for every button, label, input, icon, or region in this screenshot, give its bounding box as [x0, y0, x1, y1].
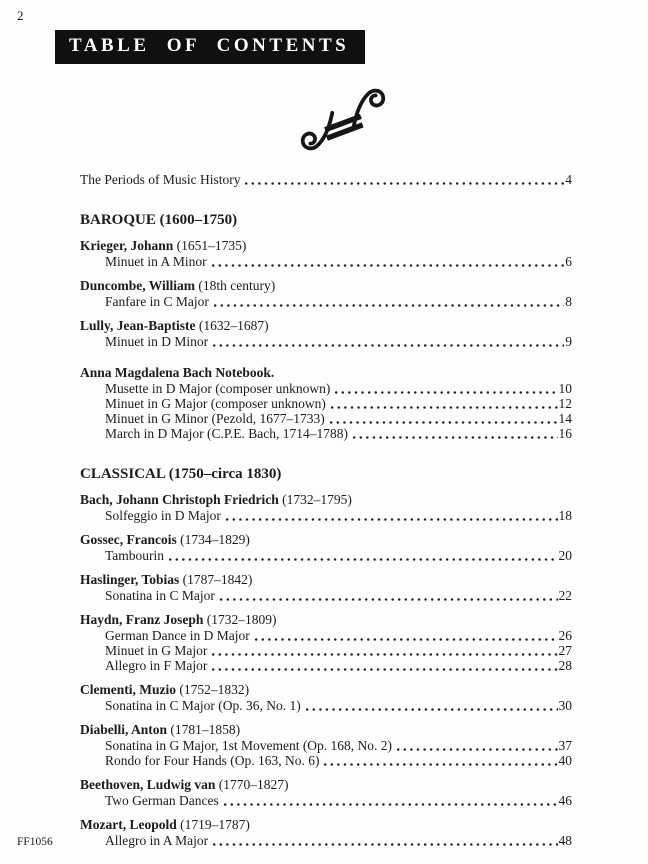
piece-title: Two German Dances: [105, 793, 219, 808]
piece-page-number: 18: [558, 508, 572, 523]
piece-title: Sonatina in C Major: [105, 588, 215, 603]
composer-line: [80, 682, 572, 698]
composer-dates: (1719–1787): [180, 817, 250, 832]
toc-entry: [80, 698, 572, 713]
composer-group: [80, 238, 572, 269]
composer-group: [80, 722, 572, 768]
section-heading: CLASSICAL (1750–circa 1830): [80, 466, 282, 482]
toc-entry: [80, 411, 572, 426]
piece-title: Allegro in F Major: [105, 658, 208, 673]
dot-leader: [169, 548, 557, 563]
composer-line: [80, 365, 572, 381]
piece-title: Sonatina in G Major, 1st Movement (Op. 168, No. 2): [105, 738, 393, 753]
toc-entry: [80, 254, 572, 269]
composer-name: Gossec, Francois: [80, 532, 177, 547]
piece-title: Minuet in G Major: [105, 643, 208, 658]
dot-leader: [226, 508, 558, 523]
page-title: TABLE OF CONTENTS: [55, 30, 365, 64]
table-of-contents: [80, 172, 572, 848]
toc-entry: [80, 396, 572, 411]
piece-title: Fanfare in C Major: [105, 294, 209, 309]
composer-group: [80, 612, 572, 673]
piece-page-number: 37: [558, 738, 572, 753]
piece-page-number: 48: [558, 833, 572, 848]
piece-title: Minuet in D Minor: [105, 334, 209, 349]
composer-group: [80, 777, 572, 808]
composer-name: Clementi, Muzio: [80, 682, 176, 697]
composer-name: Haydn, Franz Joseph: [80, 612, 204, 627]
dot-leader: [306, 698, 558, 713]
dot-leader: [335, 381, 557, 396]
piece-page-number: 40: [558, 753, 572, 768]
toc-entry: [80, 294, 572, 309]
composer-dates: (1734–1829): [180, 532, 250, 547]
composer-line: [80, 612, 572, 628]
toc-entry: [80, 738, 572, 753]
dot-leader: [212, 658, 557, 673]
entry-page-number: 4: [565, 172, 572, 187]
composer-line: [80, 817, 572, 833]
composer-group: [80, 492, 572, 523]
piece-page-number: 30: [558, 698, 572, 713]
toc-entry: [80, 833, 572, 848]
toc-entry: [80, 793, 572, 808]
piece-title: Minuet in G Major (composer unknown): [105, 396, 326, 411]
piece-page-number: 6: [565, 254, 572, 269]
composer-dates: (1732–1795): [282, 492, 352, 507]
composer-group: [80, 817, 572, 848]
piece-page-number: 10: [558, 381, 572, 396]
piece-page-number: 14: [558, 411, 572, 426]
composer-name: Haslinger, Tobias: [80, 572, 180, 587]
composer-dates: (1732–1809): [206, 612, 277, 627]
piece-title: Rondo for Four Hands (Op. 163, No. 6): [105, 753, 320, 768]
composer-group: [80, 532, 572, 563]
dot-leader: [212, 643, 557, 658]
composer-line: [80, 777, 572, 793]
piece-page-number: 16: [558, 426, 572, 441]
catalog-code: FF1056: [17, 836, 53, 848]
piece-title: Minuet in G Minor (Pezold, 1677–1733): [105, 411, 325, 426]
dot-leader: [353, 426, 558, 441]
composer-dates: (1787–1842): [182, 572, 253, 587]
composer-group: [80, 318, 572, 349]
piece-page-number: 27: [558, 643, 572, 658]
toc-entry: [80, 508, 572, 523]
piece-title: German Dance in D Major: [105, 628, 250, 643]
piece-title: Musette in D Major (composer unknown): [105, 381, 331, 396]
dot-leader: [214, 294, 564, 309]
composer-line: [80, 722, 572, 738]
dot-leader: [245, 172, 564, 187]
section-heading: BAROQUE (1600–1750): [80, 212, 238, 228]
piece-page-number: 26: [558, 628, 572, 643]
piece-page-number: 28: [558, 658, 572, 673]
piece-page-number: 20: [558, 548, 572, 563]
composer-group: [80, 572, 572, 603]
toc-entry: [80, 658, 572, 673]
toc-entry: [80, 381, 572, 396]
piece-page-number: 9: [565, 334, 572, 349]
piece-title: March in D Major (C.P.E. Bach, 1714–1788): [105, 426, 348, 441]
composer-line: [80, 572, 572, 588]
dot-leader: [213, 334, 564, 349]
toc-entry: [80, 548, 572, 563]
dot-leader: [213, 833, 557, 848]
composer-name: Anna Magdalena Bach Notebook.: [80, 365, 275, 380]
dot-leader: [212, 254, 565, 269]
entry-title: The Periods of Music History: [80, 172, 241, 187]
piece-title: Solfeggio in D Major: [105, 508, 221, 523]
toc-entry-intro: [80, 172, 572, 187]
page-number: 2: [17, 8, 24, 23]
toc-list: [80, 211, 572, 848]
composer-dates: (1651–1735): [176, 238, 247, 253]
composer-group: [80, 278, 572, 309]
composer-name: Krieger, Johann: [80, 238, 174, 253]
toc-entry: [80, 643, 572, 658]
composer-line: [80, 318, 572, 334]
piece-title: Minuet in A Minor: [105, 254, 207, 269]
toc-entry: [80, 426, 572, 441]
composer-name: Bach, Johann Christoph Friedrich: [80, 492, 279, 507]
composer-dates: (1781–1858): [170, 722, 241, 737]
toc-entry: [80, 628, 572, 643]
piece-page-number: 22: [558, 588, 572, 603]
toc-entry: [80, 588, 572, 603]
composer-dates: (1632–1687): [198, 318, 269, 333]
dot-leader: [331, 396, 558, 411]
dot-leader: [330, 411, 558, 426]
composer-line: [80, 278, 572, 294]
piece-page-number: 8: [565, 294, 572, 309]
toc-entry: [80, 753, 572, 768]
composer-name: Lully, Jean-Baptiste: [80, 318, 196, 333]
music-ornament-icon: [297, 77, 389, 167]
composer-dates: (18th century): [198, 278, 276, 293]
composer-line: [80, 532, 572, 548]
composer-group: [80, 682, 572, 713]
composer-name: Mozart, Leopold: [80, 817, 177, 832]
piece-page-number: 12: [558, 396, 572, 411]
dot-leader: [324, 753, 557, 768]
toc-entry: [80, 334, 572, 349]
composer-name: Beethoven, Ludwig van: [80, 777, 216, 792]
composer-group: [80, 365, 572, 441]
dot-leader: [397, 738, 557, 753]
composer-dates: (1770–1827): [218, 777, 289, 792]
piece-page-number: 46: [558, 793, 572, 808]
piece-title: Tambourin: [105, 548, 165, 563]
composer-line: [80, 492, 572, 508]
composer-line: [80, 238, 572, 254]
composer-name: Duncombe, William: [80, 278, 196, 293]
composer-dates: (1752–1832): [179, 682, 250, 697]
composer-name: Diabelli, Anton: [80, 722, 168, 737]
dot-leader: [255, 628, 558, 643]
dot-leader: [220, 588, 558, 603]
dot-leader: [224, 793, 558, 808]
piece-title: Allegro in A Major: [105, 833, 209, 848]
piece-title: Sonatina in C Major (Op. 36, No. 1): [105, 698, 301, 713]
